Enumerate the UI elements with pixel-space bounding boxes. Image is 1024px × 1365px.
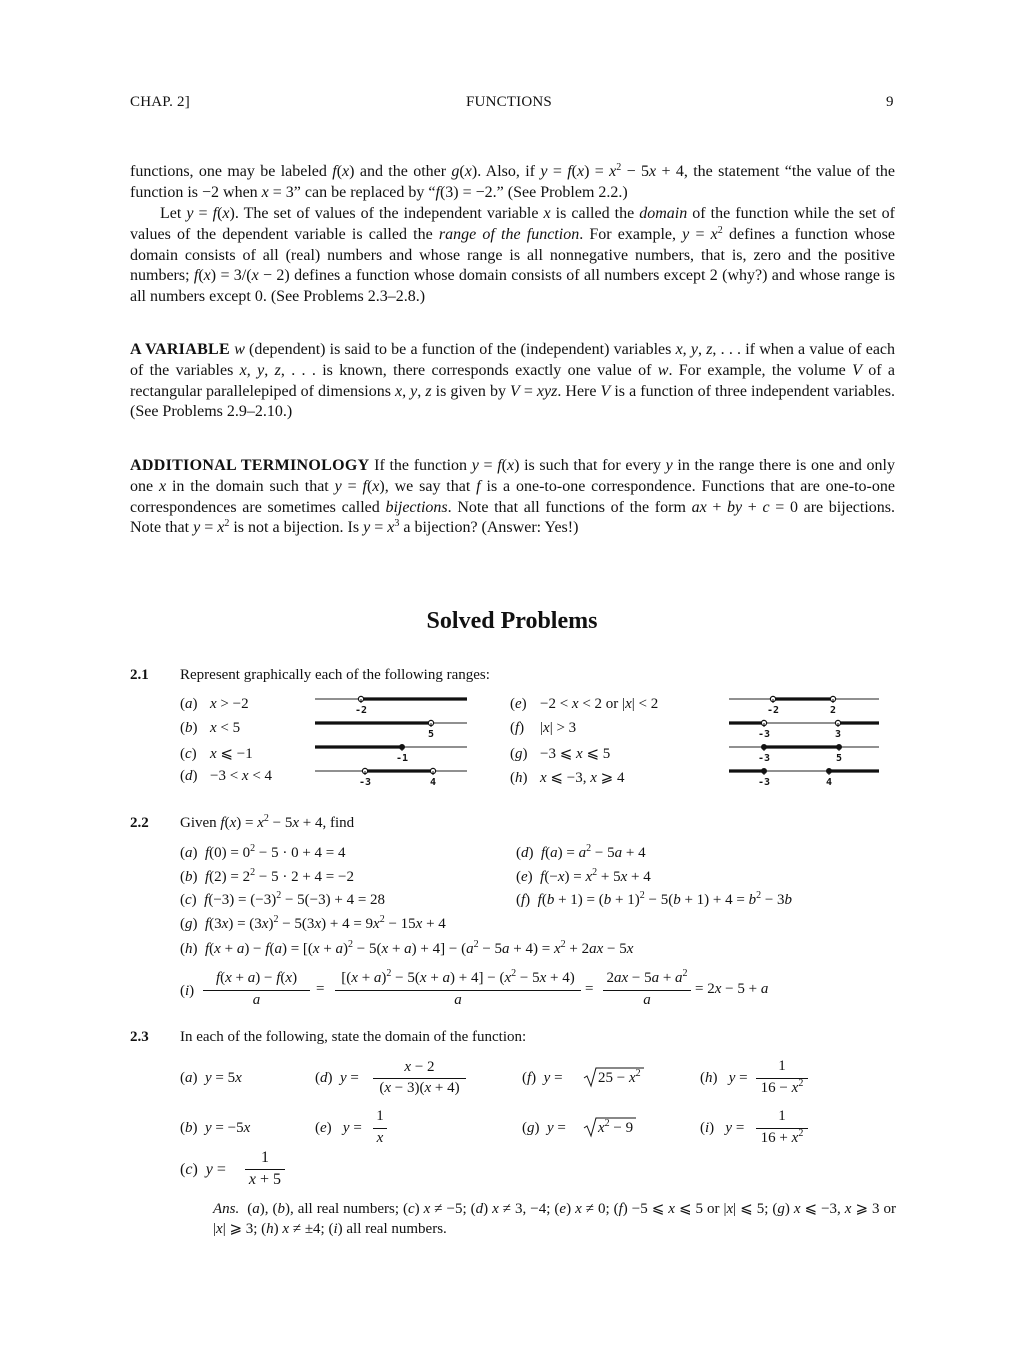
range-item-a: [180, 696, 249, 713]
fraction-numerator: f(x + a) − f(x): [215, 970, 298, 986]
tick-label: 4: [825, 777, 833, 788]
fraction-result: = 2x − 5 + a: [695, 981, 769, 997]
paragraph-domain-range: Let y = f(x). The set of values of the independent variable x is called the domain of the function while the set of values of the dependent variable is called the range of the function. For example, $y = x^2$ defines a function whose domain consists of all (real) numbers and whose range is all nonnegative numbers, that is, zero and the positive numbers; f(x) = 3/(x − 2) defines a function whose domain consists of all numbers except 2 (why?) and whose range is all numbers except 0. (See Problems 2.3–2.8.): [130, 205, 896, 306]
range-item-expr: −3 < x < 4: [210, 768, 273, 784]
radicand: $25 - x^2$: [598, 1068, 641, 1086]
tick-label: -3: [757, 753, 771, 764]
tick-label: -1: [395, 753, 409, 764]
radicand: $x^2 - 9$: [598, 1118, 634, 1136]
range-item-g: [510, 744, 610, 763]
tick-label: -3: [757, 777, 771, 788]
tick-label: -3: [757, 729, 771, 740]
range-item-c: [180, 744, 253, 763]
eval-item-e: (e) $f(-x) = x^2 + 5x + 4$: [516, 867, 651, 885]
fraction-denominator: x: [376, 1130, 384, 1146]
problem-number-2-2: 2.2: [130, 815, 149, 831]
range-item-expr: x ⩽ −1: [210, 746, 253, 762]
range-item-d: [180, 768, 272, 785]
fraction-numerator: x − 2: [404, 1059, 435, 1075]
eval-item-b: (b) $f(2) = 2^2 - 5 \cdot 2 + 4 = -2$: [180, 867, 354, 885]
number-line-a: [315, 693, 467, 717]
number-line-b: [315, 717, 467, 741]
running-head-chapter: CHAP. 2]: [130, 94, 190, 110]
range-item-label: (f): [510, 720, 525, 736]
paragraph-function-labels: functions, one may be labeled f(x) and the other g(x). Also, if $y = f(x) = x^2 - 5x + 4$, the statement “the value of the function is −2 when x = 3” can be replaced by “f(3) = −2.” (See Problem 2.2.): [130, 162, 895, 201]
fraction-denominator: a: [643, 992, 651, 1008]
eval-item-d: (d) $f(a) = a^2 - 5a + 4$: [516, 843, 646, 861]
domain-item-d-label: (d) y =: [315, 1070, 359, 1086]
problem-number-2-3: 2.3: [130, 1029, 149, 1045]
paragraph-a-variable: A VARIABLE w (dependent) is said to be a function of the (independent) variables x, y, z, . . . if when a value of each of the variables x, y, z, . . . is known, there corresponds exactly one value of w. For example, the volume V of a rectangular parallelepiped of dimensions x, y, z is given by V = xyz. Here V is a function of three independent variables. (See Problems 2.9–2.10.): [130, 341, 896, 421]
range-item-expr: |x| > 3: [540, 720, 577, 736]
range-item-f: [510, 720, 576, 737]
page-number: 9: [886, 94, 894, 110]
fraction-denominator: a: [252, 992, 261, 1008]
domain-item-b: (b) y = −5x: [180, 1120, 251, 1136]
domain-item-a: (a) y = 5x: [180, 1070, 242, 1086]
tick-label: 5: [835, 753, 843, 764]
fraction-denominator: $16 - x^2$: [760, 1078, 804, 1096]
tick-label: -2: [766, 705, 780, 716]
fraction-numerator: $[(x + a)^2 - 5(x + a) + 4] - (x^2 - 5x + 4)$: [341, 968, 575, 986]
eval-item-h: (h) $f(x + a) - f(a) = [(x + a)^2 - 5(x + a) + 4] - (a^2 - 5a + 4) = x^2 + 2ax - 5x$: [180, 939, 634, 957]
tick-label: 4: [429, 777, 437, 788]
range-item-expr: x < 5: [210, 720, 241, 736]
problem-number-2-1: 2.1: [130, 667, 149, 683]
tick-label: -3: [358, 777, 372, 788]
fraction-numerator: $2ax - 5a + a^2$: [606, 968, 688, 986]
range-item-b: [180, 720, 240, 737]
fraction-bar: [373, 1078, 466, 1079]
domain-item-c-label: (c) y =: [180, 1161, 226, 1178]
range-item-expr: −3 ⩽ x ⩽ 5: [540, 746, 611, 762]
domain-item-g-label: (g) y =: [522, 1120, 566, 1136]
fraction-numerator: 1: [376, 1108, 384, 1124]
eval-item-a: (a) $f(0) = 0^2 - 5 \cdot 0 + 4 = 4$: [180, 843, 346, 861]
fraction-bar: [603, 990, 691, 991]
fraction-numerator: 1: [261, 1149, 269, 1166]
fraction-numerator: 1: [778, 1058, 786, 1074]
fraction-numerator: 1: [778, 1108, 786, 1124]
number-line-g: [729, 741, 879, 765]
problem-2-2-statement: Given $f(x) = x^2 - 5x + 4$, find: [180, 813, 355, 831]
tick-label: -2: [354, 705, 368, 716]
fraction-bar: [335, 990, 581, 991]
range-item-expr: −2 < x < 2 or |x| < 2: [540, 696, 659, 712]
range-item-label: (b): [180, 720, 198, 736]
paragraph-additional-terminology: ADDITIONAL TERMINOLOGY If the function y = f(x) is such that for every y in the range there is one and only one x in the domain such that y = f(x), we say that f is a one-to-one correspondence. Functions that are one-to-one correspondences are sometimes called bijections. Note that all functions of the form ax + by + c = 0 are bijections. Note that $y = x^2$ is not a bijection. Is $y = x^3$ a bijection? (Answer: Yes!): [130, 457, 896, 537]
answer-text: Ans. (a), (b), all real numbers; (c) x ≠ −5; (d) x ≠ 3, −4; (e) x ≠ 0; (f) −5 ⩽ x ⩽ 5 or |x| ⩽ 5; (g) x ⩽ −3, x ⩾ 3 or |x| ⩾ 3; (h) x ≠ ±4; (i) all real numbers.: [213, 1201, 897, 1237]
number-line-d: [315, 765, 467, 789]
domain-item-h-label: (h) y =: [700, 1070, 748, 1086]
running-head-title: FUNCTIONS: [466, 94, 552, 110]
domain-item-f-label: (f) y =: [522, 1070, 563, 1086]
problem-2-1-statement: Represent graphically each of the following ranges:: [180, 667, 490, 683]
range-item-label: (d): [180, 768, 198, 784]
range-item-e: [510, 696, 658, 713]
domain-item-i-label: (i) y =: [700, 1120, 745, 1136]
problem-2-3-statement: In each of the following, state the domain of the function:: [180, 1029, 527, 1045]
equals-sign: =: [585, 981, 594, 997]
range-item-label: (h): [510, 770, 528, 786]
range-item-label: (c): [180, 746, 197, 762]
fraction-denominator: a: [454, 992, 462, 1008]
fraction-bar: [245, 1169, 285, 1170]
tick-label: 3: [834, 729, 842, 740]
fraction-denominator: x + 5: [248, 1171, 282, 1188]
number-line-f: [729, 717, 879, 741]
eval-item-f: (f) $f(b + 1) = (b + 1)^2 - 5(b + 1) + 4 = b^2 - 3b$: [516, 890, 793, 908]
range-item-expr: x ⩽ −3, x ⩾ 4: [540, 770, 625, 786]
range-item-expr: x > −2: [210, 696, 249, 712]
domain-item-e-label: (e) y =: [315, 1120, 362, 1136]
fraction-bar: [373, 1128, 387, 1129]
eval-item-g: (g) $f(3x) = (3x)^2 - 5(3x) + 4 = 9x^2 - 15x + 4$: [180, 914, 446, 932]
number-line-e: [729, 693, 879, 717]
fraction-bar: [203, 990, 310, 991]
number-line-c: [315, 741, 467, 765]
fraction-denominator: $16 + x^2$: [760, 1128, 804, 1146]
equals-sign: =: [316, 981, 325, 997]
range-item-label: (e): [510, 696, 527, 712]
eval-item-i-label: (i): [180, 983, 195, 999]
range-item-label: (g): [510, 746, 528, 762]
tick-label: 5: [427, 729, 435, 740]
tick-label: 2: [829, 705, 837, 716]
eval-item-c: (c) $f(-3) = (-3)^2 - 5(-3) + 4 = 28$: [180, 890, 386, 908]
fraction-denominator: (x − 3)(x + 4): [379, 1080, 460, 1096]
number-line-h: [729, 765, 879, 789]
range-item-label: (a): [180, 696, 198, 712]
range-item-h: [510, 768, 624, 787]
section-heading: Solved Problems: [426, 608, 598, 634]
